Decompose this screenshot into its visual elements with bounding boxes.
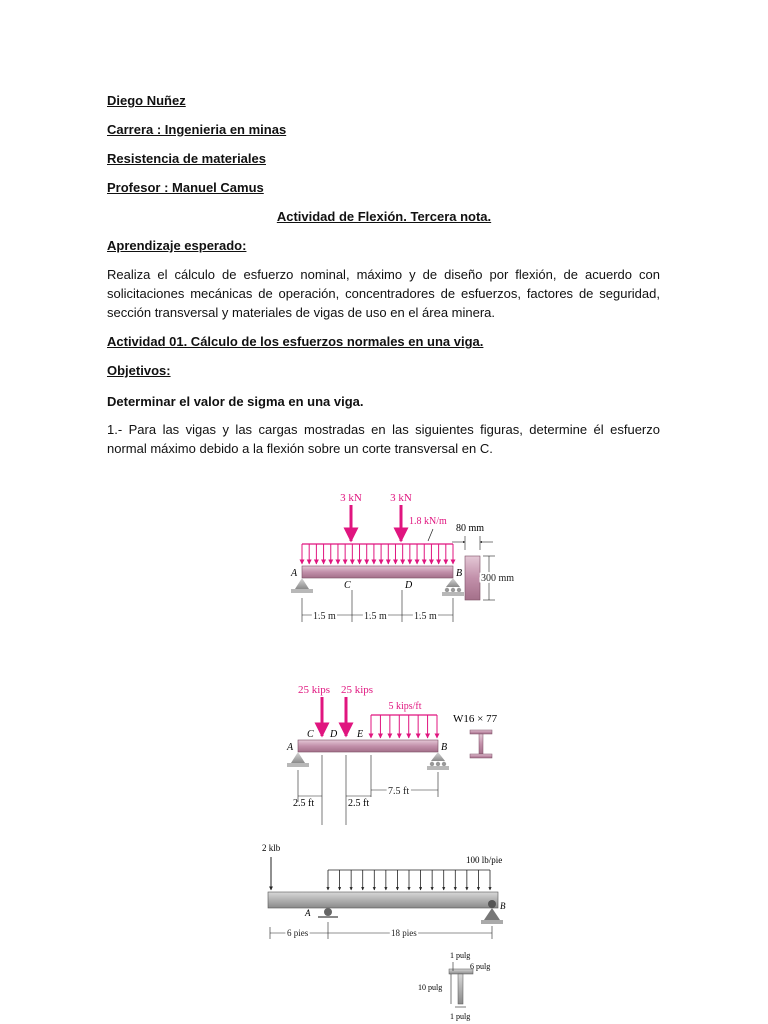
fig3-pin-support-b	[484, 908, 500, 920]
fig2-dim3: 7.5 ft	[388, 786, 410, 797]
fig1-dist-load-arrows	[302, 544, 453, 564]
author-name: Diego Nuñez	[107, 93, 186, 108]
fig2-load-left-label: 25 kips	[297, 684, 331, 696]
fig1-width-label: 80 mm	[456, 523, 485, 534]
activity-heading: Actividad 01. Cálculo de los esfuerzos normales en una viga.	[107, 334, 484, 349]
fig1-leader	[428, 529, 433, 541]
fig1-label-d: D	[405, 580, 413, 591]
fig2-dist-load-arrows	[371, 715, 437, 738]
fig3-t-section	[449, 969, 473, 1004]
fig2-roller-1	[430, 762, 434, 766]
fig1-load-left-label: 3 kN	[340, 492, 362, 504]
fig2-dim2: 2.5 ft	[348, 798, 370, 809]
objectives-heading: Objetivos:	[107, 363, 171, 378]
fig1-height-label: 300 mm	[481, 573, 515, 584]
objective-text: Determinar el valor de sigma en una viga.	[107, 394, 364, 409]
fig1-dist-load-label: 1.8 kN/m	[409, 516, 447, 527]
fig2-roller-2	[436, 762, 440, 766]
fig2-label-e: E	[357, 729, 364, 740]
fig3-flange-w-label: 6 pulg	[470, 962, 491, 971]
course-line: Resistencia de materiales	[107, 151, 266, 166]
fig3-ground-b	[481, 920, 503, 924]
fig2-label-d: D	[330, 729, 338, 740]
fig2-load-right-label: 25 kips	[340, 684, 374, 696]
fig2-dist-load-label: 5 kips/ft	[388, 701, 422, 712]
fig2-roller-support-b	[431, 752, 445, 761]
fig3-label-a: A	[305, 908, 311, 918]
fig1-roller-2	[451, 588, 455, 592]
fig3-point-load-label: 2 klb	[262, 843, 281, 853]
fig2-ground-a	[287, 763, 309, 767]
fig3-label-b: B	[500, 901, 506, 911]
fig1-dim3: 1.5 m	[414, 611, 437, 622]
career-line: Carrera : Ingenieria en minas	[107, 122, 287, 137]
fig3-flange-t-label: 1 pulg	[450, 951, 471, 960]
figure-3	[262, 843, 506, 1021]
fig2-label-c: C	[307, 729, 314, 740]
fig1-dim1: 1.5 m	[313, 611, 336, 622]
fig2-label-b: B	[441, 742, 448, 753]
fig3-beam	[268, 892, 498, 908]
fig3-roller-support-a	[324, 908, 332, 916]
fig1-label-a: A	[291, 568, 298, 579]
fig2-dim1: 2.5 ft	[293, 798, 315, 809]
fig1-label-b: B	[456, 568, 463, 579]
fig1-label-c: C	[344, 580, 351, 591]
fig3-web-h-label: 10 pulg	[418, 983, 443, 992]
fig3-dist-load-arrows	[328, 870, 490, 890]
fig2-roller-3	[442, 762, 446, 766]
question-text: 1.- Para las vigas y las cargas mostradas en las siguientes figuras, determine él esfuerzo normal máximo debido a la flexión sobre un corte transversal en C.	[107, 422, 660, 456]
fig1-beam	[302, 566, 453, 578]
fig1-cross-section	[465, 556, 480, 600]
fig1-ground-b	[442, 592, 464, 596]
fig1-roller-1	[445, 588, 449, 592]
fig2-wide-flange-section	[470, 730, 492, 758]
fig2-beam	[298, 740, 438, 752]
professor-line: Profesor : Manuel Camus	[107, 180, 264, 195]
learning-heading: Aprendizaje esperado:	[107, 238, 247, 253]
figure-2	[286, 684, 498, 825]
fig3-dim2: 18 pies	[391, 928, 417, 938]
fig1-pin-support-a	[295, 578, 309, 589]
fig2-ground-b	[427, 766, 449, 770]
fig1-roller-support-b	[446, 578, 460, 587]
learning-text: Realiza el cálculo de esfuerzo nominal, máximo y de diseño por flexión, de acuerdo con solicitaciones mecánicas de operación, concentradores de esfuerzos, factores de seguridad, sección transversal y materiales de vigas de uso en el área minera.	[107, 267, 660, 320]
fig1-dim2: 1.5 m	[364, 611, 387, 622]
fig3-dist-load-label: 100 lb/pie	[466, 855, 503, 865]
fig1-ground-a	[291, 589, 313, 593]
fig3-web-t-label: 1 pulg	[450, 1012, 471, 1021]
fig2-section-label: W16 × 77	[453, 713, 498, 725]
fig1-roller-3	[457, 588, 461, 592]
fig2-pin-support-a	[291, 752, 305, 763]
page-title: Actividad de Flexión. Tercera nota.	[276, 209, 492, 224]
fig2-label-a: A	[287, 742, 294, 753]
fig1-load-right-label: 3 kN	[390, 492, 412, 504]
fig3-pin-b	[488, 900, 496, 908]
figure-1	[290, 492, 514, 622]
fig3-dim1: 6 pies	[287, 928, 309, 938]
